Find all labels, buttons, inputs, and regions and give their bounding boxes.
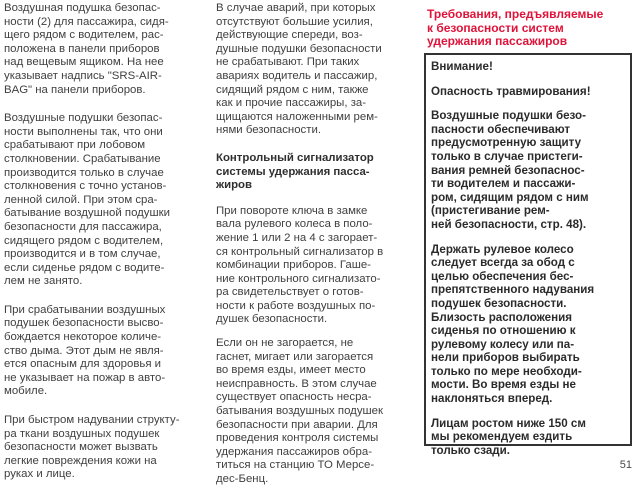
- warning-seatbelt-paragraph: Воздушные подушки безо- пасности обеспечивают предусмотренную защиту только в случае пристеги- вания ремней безопаснос- ти водителем и пассажи- ром, сидящим рядом с ним (пристегивание рем- ней безопасности, стр. 48).: [431, 109, 589, 231]
- section-title: Требования, предъявляемые к безопасности систем удержания пассажиров: [427, 7, 604, 49]
- indicator-paragraph: При повороте ключа в замке вала рулевого колеса в поло- жение 1 или 2 на 4 с загорает- ся контрольный сигнализатор в комбинации приборов. Гаше- ние контрольного сигнализато- ра свидетельствует о готов- ности к работе воздушных по- душек безопасности.: [216, 204, 384, 326]
- airbag-skin-paragraph: При быстром надувании структу- ра ткани воздушных подушек безопасности может вызвать легкие повреждения кожи на руках и лице.: [4, 414, 180, 481]
- column-middle: [216, 2, 414, 487]
- column-left: [4, 2, 196, 482]
- minor-accident-paragraph: В случае аварий, при которых отсутствуют большие усилия, действующие спереди, воз- душные подушки безопасности не срабатывают. При таких авариях водитель и пассажир, сидящий рядом с ним, также как и прочие пассажиры, за- щищаются наложенными рем- нями безопасности.: [216, 2, 382, 137]
- warning-height-paragraph: Лицам ростом ниже 150 см мы рекомендуем ездить только сзади.: [431, 416, 586, 457]
- column-right: [421, 2, 635, 49]
- indicator-heading: Контрольный сигнализатор системы удержания пасса- жиров: [216, 151, 374, 192]
- airbag-trigger-paragraph: Воздушные подушки безопас- ности выполнены так, что они срабатывают при лобовом столкновении. Срабатывание производится только в случае столкновения с точно установ- ленной силой. При этом сра- батывание воздушной подушки безопасности для пассажира, сидящего рядом с водителем, производится и в том случае, если сиденье рядом с водите- лем не занято.: [4, 112, 170, 288]
- airbag-smoke-paragraph: При срабатывании воздушных подушек безопасности высво- бождается некоторое количе- ство дыма. Этот дым не явля- ется опасным для здоровья и не указывает на пожар в авто- мобиле.: [4, 303, 166, 398]
- warning-danger: Опасность травмирования!: [431, 84, 591, 98]
- malfunction-paragraph: Если он не загорается, не гаснет, мигает или загорается во время езды, имеет место неисправность. В этом случае существует опасность несра- батывания воздушных подушек безопасности при аварии. Для проведения контроля системы удержания пассажиров обра- титься на станцию ТО Мерсе- дес-Бенц.: [216, 337, 383, 485]
- airbag-location-paragraph: Воздушная подушка безопас- ности (2) для пассажира, сидя- щего рядом с водителем, рас- положена в панели приборов над вещевым ящиком. На нее указывает надпись "SRS-AIR- BAG" на панели приборов.: [4, 2, 169, 96]
- warning-steering-paragraph: Держать рулевое колесо следует всегда за обод с целью обеспечения бес- препятственного надувания подушек безопасности. Близость расположения сиденья по отношению к рулевому колесу или па- нели приборов выбирать только по мере необходи- мости. Во время езды не наклоняться вперед.: [431, 242, 595, 406]
- warning-box: [424, 53, 632, 457]
- warning-attention: Внимание!: [431, 60, 493, 73]
- page-number: 51: [619, 459, 632, 471]
